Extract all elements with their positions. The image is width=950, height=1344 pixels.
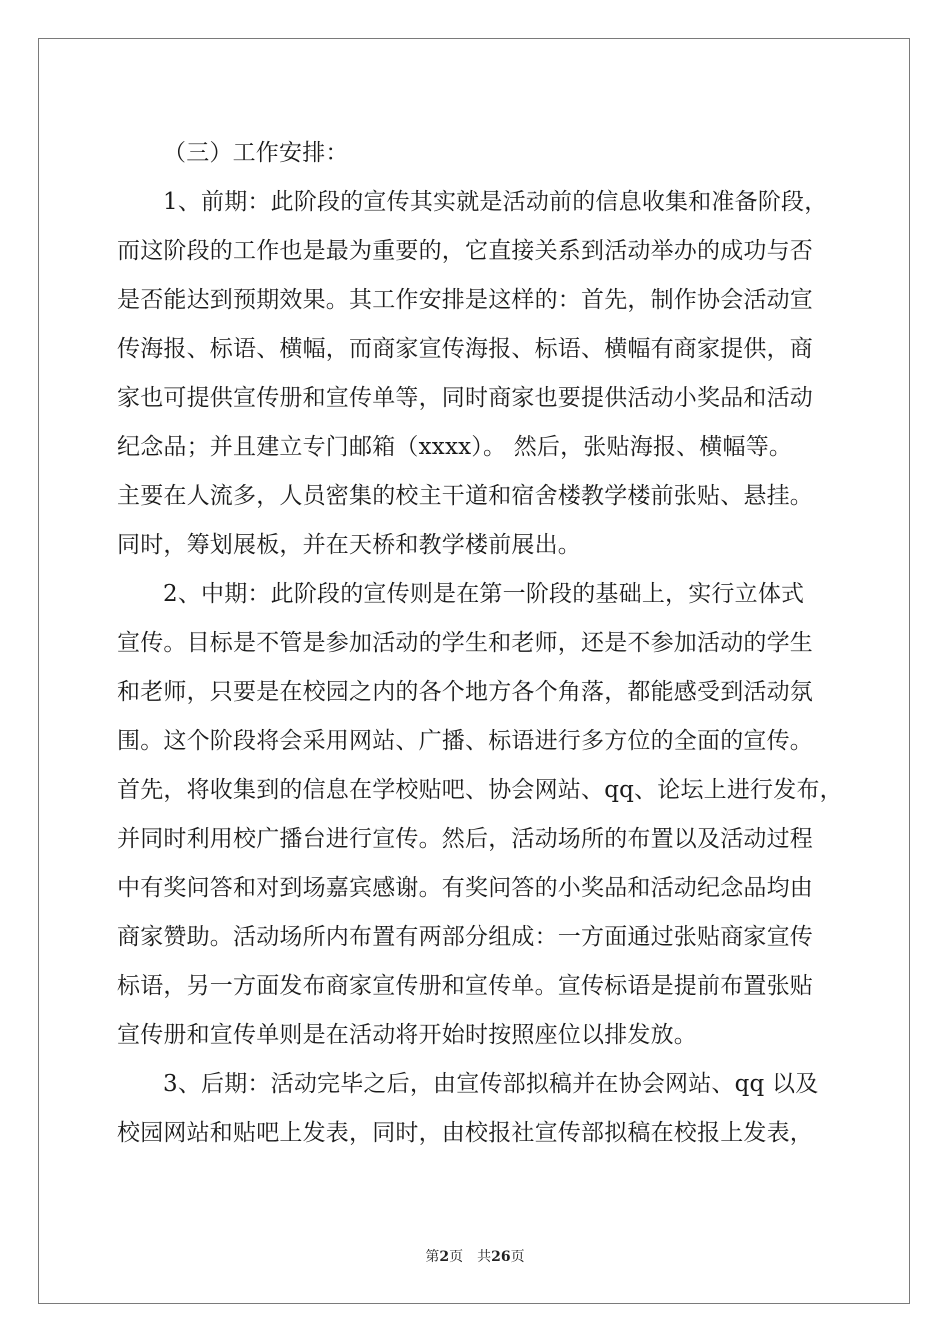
text-line: 主要在人流多，人员密集的校主干道和宿舍楼教学楼前张贴、悬挂。 (117, 483, 813, 509)
text-line: 宣传册和宣传单则是在活动将开始时按照座位以排发放。 (117, 1022, 697, 1048)
text-line: 同时，筹划展板，并在天桥和教学楼前展出。 (117, 532, 581, 558)
total-page-count: 26 (491, 1249, 511, 1265)
text-line: 3、后期：活动完毕之后，由宣传部拟稿并在协会网站、qq 以及 (163, 1071, 819, 1097)
text-line: 围。这个阶段将会采用网站、广播、标语进行多方位的全面的宣传。 (117, 728, 813, 754)
text-line: 传海报、标语、横幅，而商家宣传海报、标语、横幅有商家提供，商 (117, 336, 813, 362)
text-line: 校园网站和贴吧上发表，同时，由校报社宣传部拟稿在校报上发表， (117, 1120, 813, 1146)
text-line: 商家赞助。活动场所内布置有两部分组成：一方面通过张贴商家宣传 (117, 924, 813, 950)
text-line: （三）工作安排： (163, 140, 349, 166)
footer-mid: 页 共 (449, 1249, 492, 1265)
text-line: 1、前期：此阶段的宣传其实就是活动前的信息收集和准备阶段， (163, 189, 828, 215)
text-line: 中有奖问答和对到场嘉宾感谢。有奖问答的小奖品和活动纪念品均由 (117, 875, 813, 901)
text-line: 并同时利用校广播台进行宣传。然后，活动场所的布置以及活动过程 (117, 826, 813, 852)
current-page-number: 2 (439, 1249, 450, 1265)
text-line: 标语，另一方面发布商家宣传册和宣传单。宣传标语是提前布置张贴 (117, 973, 813, 999)
text-line: 家也可提供宣传册和宣传单等，同时商家也要提供活动小奖品和活动 (117, 385, 813, 411)
text-line: 宣传。目标是不管是参加活动的学生和老师，还是不参加活动的学生 (117, 630, 813, 656)
document-body (117, 129, 843, 1158)
text-line: 而这阶段的工作也是最为重要的，它直接关系到活动举办的成功与否 (117, 238, 813, 264)
footer-prefix: 第 (425, 1249, 440, 1265)
footer-suffix: 页 (510, 1249, 525, 1265)
text-line: 纪念品；并且建立专门邮箱（xxxx）。 然后，张贴海报、横幅等。 (117, 434, 793, 460)
text-line: 是否能达到预期效果。其工作安排是这样的：首先，制作协会活动宣 (117, 287, 813, 313)
text-line: 首先，将收集到的信息在学校贴吧、协会网站、qq、论坛上进行发布， (117, 777, 843, 803)
text-line: 和老师，只要是在校园之内的各个地方各个角落，都能感受到活动氛 (117, 679, 813, 705)
text-line: 2、中期：此阶段的宣传则是在第一阶段的基础上，实行立体式 (163, 581, 805, 607)
page-footer (0, 1246, 950, 1266)
